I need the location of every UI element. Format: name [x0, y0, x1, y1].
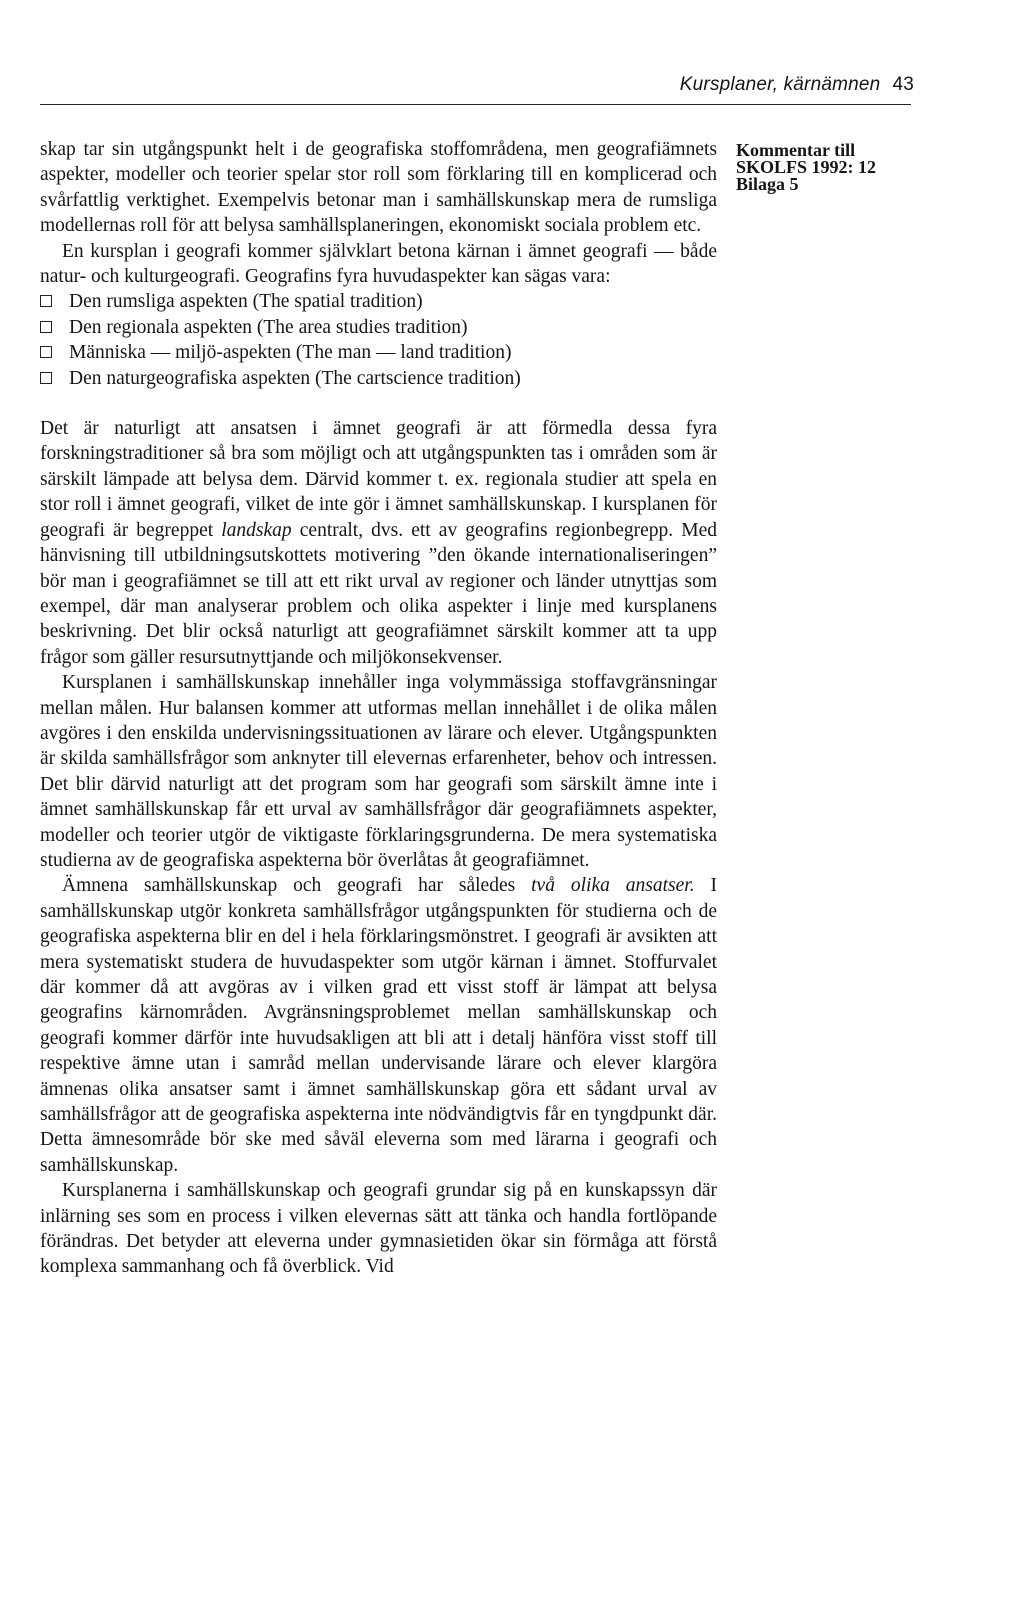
margin-note-line-2: SKOLFS 1992: 12 [736, 157, 877, 177]
list-item [40, 289, 717, 314]
paragraph-1: skap tar sin utgångspunkt helt i de geografiska stoffområdena, men geografiämnets aspekter, modeller och teorier spelar stor roll som förklaring till en komplicerad och svårfattlig verktighet. Exempelvis betonar man i samhällskunskap mera de rumsliga modellernas roll för att belysa samhällsplaneringen, ekonomiskt sociala problem etc. [40, 139, 717, 237]
header-rule [40, 104, 911, 105]
paragraph-3 [40, 416, 717, 670]
paragraph-6: Kursplanerna i samhällskunskap och geografi grundar sig på en kunskapssyn där inlärning ses som en process i vilken elevernas sätt att tänka och handla fortlöpande förändras. Det betyder att eleverna under gymnasietiden ökar sin förmåga att förstå komplexa sammanhang och få överblick. Vid [40, 1180, 717, 1278]
paragraph-5-text-b: I samhällskunskap utgör konkreta samhällsfrågor utgångspunkten för studierna och de geografiska aspekterna blir en del i hela förklaringsmönstret. I geografi är avsikten att mera systematiskt studera de huvudaspekter som utgör kärnan i ämnet. Stoffurvalet där kommer då att avgöras av i vilken grad ett visst stoff är lämpat att belysa geografins kärnområden. Avgränsningsproblemet mellan samhällskunskap och geografi kommer därför inte huvudsakligen att bli att i detalj hänföra visst stoff till respektive ämne utan i samråd mellan undervisande lärare och elever klargöra ämnenas olika ansatser samt i ämnet samhällskunskap göra ett sådant urval av samhällsfrågor att de geografiska aspekterna inte nödvändigtvis får en tyngdpunkt där. Detta ämnesområde bör ske med såväl eleverna som med lärarna i geografi och samhällskunskap. [40, 875, 717, 1176]
running-header [680, 74, 914, 96]
main-text-column [40, 137, 717, 1280]
list-item-text: Människa — miljö-aspekten (The man — land tradition) [69, 342, 512, 364]
paragraph-2: En kursplan i geografi kommer självklart betona kärnan i ämnet geografi — både natur- och kulturgeografi. Geografins fyra huvudaspekter kan sägas vara: [40, 240, 717, 288]
margin-note-line-1: Kommentar till [736, 140, 856, 160]
paragraph-5-text-a: Ämnena samhällskunskap och geografi har således [62, 875, 532, 897]
list-item [40, 340, 717, 365]
checkbox-square-icon [40, 295, 52, 307]
checkbox-square-icon [40, 321, 52, 333]
paragraph-5-emphasis: två olika ansatser. [531, 875, 695, 897]
list-item-text: Den naturgeografiska aspekten (The cartscience tradition) [69, 367, 521, 389]
margin-note [736, 142, 936, 193]
checkbox-square-icon [40, 372, 52, 384]
list-item [40, 315, 717, 340]
list-item [40, 366, 717, 391]
margin-note-line-3: Bilaga 5 [736, 174, 799, 194]
paragraph-4: Kursplanen i samhällskunskap innehåller inga volymmässiga stoffavgränsningar mellan målen. Hur balansen kommer att utformas mellan innehållet i de olika målen avgöres i den enskilda undervisningssituationen av lärare och elever. Utgångspunkten är skilda samhällsfrågor som anknyter till elevernas erfarenheter, behov och intressen. Det blir därvid naturligt att det program som har geografi som särskilt ämne inte i ämnet samhällskunskap får ett urval av samhällsfrågor där geografiämnets aspekter, modeller och teorier utgör de viktigaste förklaringsgrunderna. De mera systematiska studierna av de geografiska aspekterna bör överlåtas åt geografiämnet. [40, 672, 717, 871]
list-item-text: Den rumsliga aspekten (The spatial tradition) [69, 291, 423, 313]
paragraph-3-text-a: Det är naturligt att ansatsen i ämnet geografi är att förmedla dessa fyra forskningstraditioner så bra som möjligt och att utgångspunkten tas i områden som är särskilt lämpade att belysa dem. Därvid kommer t. ex. regionala studier att spela en stor roll i ämnet geografi, vilket de inte gör i ämnet samhällskunskap. I kursplanen för geografi är begreppet [40, 418, 717, 541]
paragraph-3-text-b: centralt, dvs. ett av geografins regionbegrepp. Med hänvisning till utbildningsutskottets motivering ”den ökande internationaliseringen” bör man i geografiämnet se till att ett rikt urval av regioner och länder utnyttjas som exempel, där man analyserar problem och olika aspekter i linje med kursplanens beskrivning. Det blir också naturligt att geografiämnet särskilt kommer att ta upp frågor som gäller resursutnyttjande och miljökonsekvenser. [40, 519, 717, 668]
running-title: Kursplaner, kärnämnen [679, 74, 881, 95]
paragraph-5 [40, 873, 717, 1178]
page-number: 43 [892, 74, 914, 95]
list-item-text: Den regionala aspekten (The area studies tradition) [69, 316, 468, 338]
paragraph-3-emphasis: landskap [221, 519, 292, 541]
checkbox-square-icon [40, 346, 52, 358]
aspect-list [40, 289, 717, 391]
